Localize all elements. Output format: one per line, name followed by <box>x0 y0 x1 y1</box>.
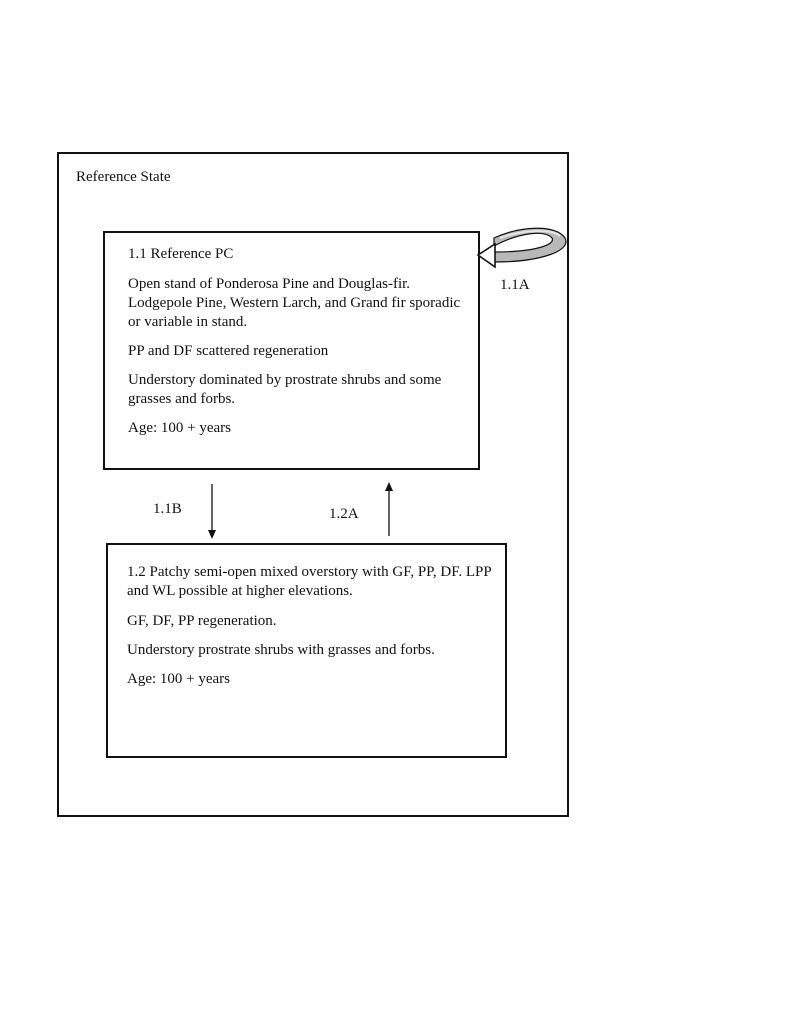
state-title: Reference State <box>76 169 171 185</box>
community-box-1-1 <box>103 231 480 470</box>
community-box-1-2 <box>106 543 507 758</box>
community-understory: Understory prostrate shrubs with grasses and forbs. <box>127 642 435 658</box>
community-regeneration: PP and DF scattered regeneration <box>128 343 329 359</box>
community-regeneration: GF, DF, PP regeneration. <box>127 613 277 629</box>
community-age: Age: 100 + years <box>128 420 232 436</box>
community-title-1-1: 1.1 Reference PC <box>128 246 234 262</box>
community-description: Open stand of Ponderosa Pine and Douglas-fir. Lodgepole Pine, Western Larch, and Grand fir sporadic or variable in stand. <box>128 276 461 330</box>
community-understory: Understory dominated by prostrate shrubs and some grasses and forbs. <box>128 372 442 407</box>
transition-label-1-1b: 1.1B <box>153 501 182 517</box>
community-age: Age: 100 + years <box>127 671 231 687</box>
transition-label-1-1a: 1.1A <box>500 277 530 293</box>
transition-label-1-2a: 1.2A <box>329 506 359 522</box>
community-title-1-2: 1.2 Patchy semi-open mixed overstory with GF, PP, DF. LPP and WL possible at higher elevations. <box>127 564 492 599</box>
